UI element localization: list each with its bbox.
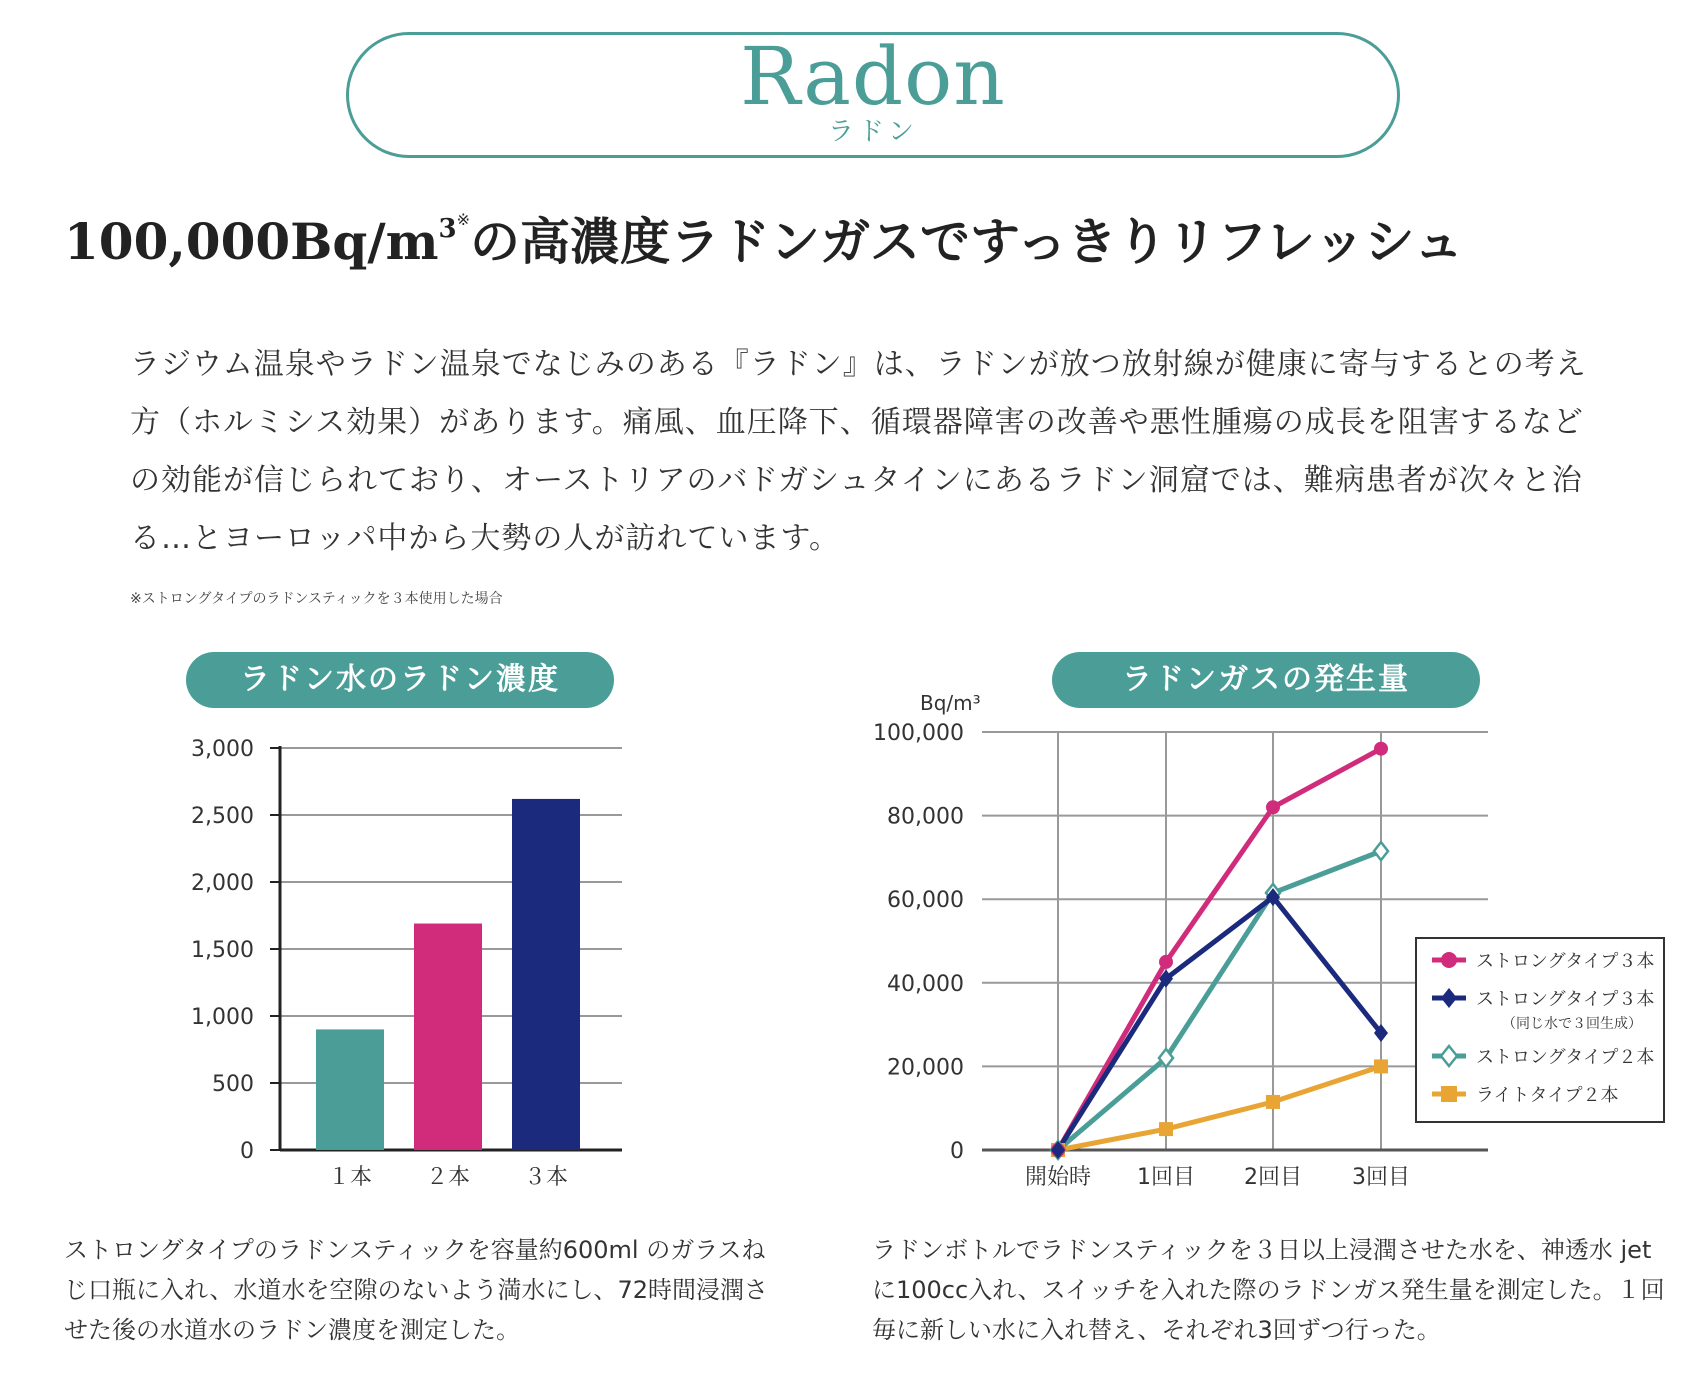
series-1-point [1159,955,1173,969]
footnote: ※ストロングタイプのラドンスティックを３本使用した場合 [130,591,503,607]
bar-chart-title: ラドン水のラドン濃度 [186,652,614,708]
series-1-point [1266,800,1280,814]
line-category-label: 3回目 [1352,1165,1410,1190]
line-category-label: 1回目 [1137,1165,1195,1190]
line-ytick-label: 20,000 [887,1055,964,1081]
bar-ytick-label: 1,500 [191,938,254,963]
line-chart-title: ラドンガスの発生量 [1052,652,1480,708]
line-y-axis-label: Bq/m³ [920,691,981,715]
bar-category-label: ３本 [523,1165,569,1190]
line-ytick-label: 60,000 [887,888,964,914]
series-3-point [1374,842,1388,860]
headline-rest: の高濃度ラドンガスですっきりリフレッシュ [470,212,1464,271]
series-line-2 [1058,897,1381,1150]
bar-category-label: ２本 [425,1165,471,1190]
series-4-point [1266,1095,1280,1109]
series-4-point [1159,1122,1173,1136]
bar-ytick-label: 0 [240,1139,254,1164]
bar-chart-caption: ストロングタイプのラドンスティックを容量約600ml のガラスねじ口瓶に入れ、水道水を空隙のないよう満水にし、72時間浸潤させた後の水道水のラドン濃度を測定した。 [64,1236,768,1344]
legend-swatch-marker [1441,952,1457,968]
line-ytick-label: 40,000 [887,971,964,997]
legend-label: ストロングタイプ２本 [1476,1047,1655,1068]
headline-unit-superscript: 3 [438,214,457,244]
bar-category-label: １本 [327,1165,373,1190]
line-category-label: 2回目 [1244,1165,1302,1190]
line-chart-caption: ラドンボトルでラドンスティックを３日以上浸潤させた水を、神透水 jet に100cc入れ、スイッチを入れた際のラドンガス発生量を測定した。１回毎に新しい水に入れ替え、それぞれ3回ずつ行った。 [872,1236,1665,1344]
legend-label: ストロングタイプ３本 [1476,989,1655,1010]
legend-sublabel: （同じ水で３回生成） [1502,1016,1642,1032]
bar-ytick-label: 1,000 [191,1005,254,1030]
series-line-3 [1058,851,1381,1150]
bar-ytick-label: 2,500 [191,804,254,829]
title-japanese: ラドン [827,117,918,147]
line-category-label: 開始時 [1024,1165,1092,1190]
headline-value: 100,000Bq/m [64,212,439,271]
line-ytick-label: 100,000 [873,721,964,746]
intro-paragraph: ラジウム温泉やラドン温泉でなじみのある『ラドン』は、ラドンが放つ放射線が健康に寄与するとの考え方（ホルミシス効果）があります。痛風、血圧降下、循環器障害の改善や悪性腫瘍の成長を阻害するなどの効能が信じられており、オーストリアのバドガシュタインにあるラドン洞窟では、難病患者が次々と治る…とヨーロッパ中から大勢の人が訪れています。 [130,347,1587,556]
bar-ytick-label: 500 [212,1072,254,1097]
bar-ytick-label: 2,000 [191,871,254,896]
legend-label: ストロングタイプ３本 [1476,951,1655,972]
title-english: Radon [740,30,1006,123]
series-1-point [1374,742,1388,756]
series-4-point [1374,1059,1388,1073]
bar-ytick-label: 3,000 [191,737,254,762]
line-ytick-label: 80,000 [887,804,964,830]
legend-swatch-marker [1441,1086,1457,1102]
series-line-1 [1058,749,1381,1150]
line-ytick-label: 0 [950,1139,964,1164]
headline-note-mark: ※ [456,210,471,229]
legend-label: ライトタイプ２本 [1476,1085,1619,1106]
